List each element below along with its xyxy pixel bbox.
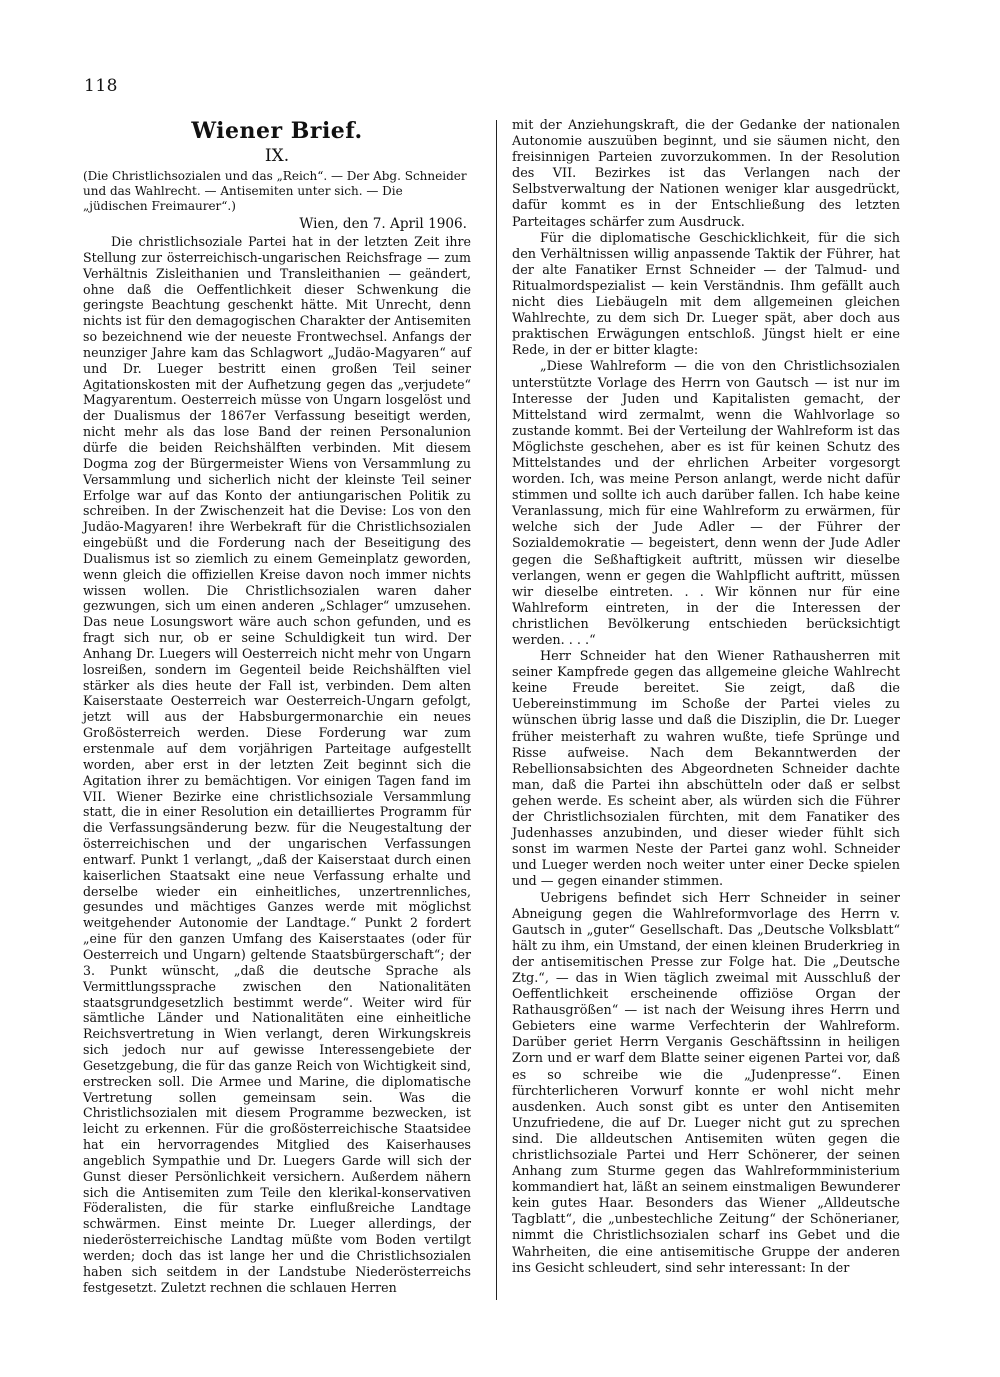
paragraph: mit der Anziehungskraft, die der Gedanke der nationalen Autonomie auszuüben beginnt, und sie säumen nicht, den freisinnigen Parteien zuvorzukommen. In der Resolution des VII. Bezirkes ist das Verlangen nach der Selbstverwaltung der Nationen weniger klar ausgedrückt, dafür kommt es in der Entschließung des letzten Parteitages schärfer zum Ausdruck. xyxy=(512,118,900,230)
left-column xyxy=(83,118,471,1296)
article-subtitle: (Die Christlichsozialen und das „Reich“. — Der Abg. Schneider und das Wahlrecht. — Antisemiten unter sich. — Die „jüdischen Freimaurer“.) xyxy=(83,169,467,213)
column-divider xyxy=(496,120,497,1300)
article-title: Wiener Brief. xyxy=(191,118,363,144)
paragraph: Uebrigens befindet sich Herr Schneider in seiner Abneigung gegen die Wahlreformvorlage des Herrn v. Gautsch in „guter“ Gesellschaft. Das „Deutsche Volksblatt“ hält zu ihm, ein Umstand, der einen kleinen Bruderkrieg in der antisemitischen Presse zur Folge hat. Die „Deutsche Ztg.“, — das in Wien täglich zweimal mit Ausschluß der Oeffentlichkeit erscheinende offiziöse Organ der Rathausgrößen“ — ist nach der Weisung ihres Herrn und Gebieters eine warme Verfechterin der Wahlreform. Darüber geriet Herrn Verganis Geschäftssinn in heiligen Zorn und er warf dem Blatte seiner eigenen Partei vor, daß es so schreibe wie die „Judenpresse“. Einen fürchterlicheren Vorwurf konnte er wohl nicht mehr ausdenken. Auch sonst gibt es unter den Antisemiten Unzufriedene, die auf Dr. Lueger nicht gut zu sprechen sind. Die alldeutschen Antisemiten wüten gegen die christlichsoziale Partei und Herr Schönerer, der seinen Anhang zum Sturme gegen das Wahlreformministerium kommandiert hat, läßt an seinem einstmaligen Bewunderer kein gutes Haar. Besonders das Wiener „Alldeutsche Tagblatt“, die „unbestechliche Zeitung“ der Schönerianer, nimmt die Christlichsozialen scharf ins Gebet und die Wahrheiten, die eine antisemitische Gruppe der anderen ins Gesicht schleudert, sind sehr interessant: In der xyxy=(512,890,900,1276)
article-numeral: IX. xyxy=(264,146,290,166)
quotation: „Diese Wahlreform — die von den Christlichsozialen unterstützte Vorlage des Herrn von Gautsch — ist nur im Interesse der Juden und Kapitalisten gemacht, der Mittelstand wird zermalmt, wenn die Wahlvorlage so zustande kommt. Bei der Verteilung der Wahlreform ist das Möglichste geschehen, aber es ist für keinen Schutz des Mittelstandes und der ehrlichen Arbeiter vorgesorgt worden. Ich, was meine Person anlangt, werde nicht dafür stimmen und sollte ich auch darüber fallen. Ich habe keine Veranlassung, mich für eine Wahlreform zu erwärmen, für welche sich der Jude Adler — der Führer der Sozialdemokratie — begeistert, denn wenn der Jude Adler gegen die Seßhaftigkeit auftritt, müssen wir dieselbe verlangen, wenn er gegen die Wahlpflicht auftritt, müssen wir dieselbe eintreten. . . Wir können nur für eine Wahlreform eintreten, in der die Interessen der christlichen Bevölkerung entschieden berücksichtigt werden. . . .“ xyxy=(512,359,900,648)
article-dateline: Wien, den 7. April 1906. xyxy=(299,216,467,232)
paragraph: Die christlichsoziale Partei hat in der letzten Zeit ihre Stellung zur österreichisch-ungarischen Reichsfrage — zum Verhältnis Zisleithanien und Transleithanien — geändert, ohne daß die Oeffentlichkeit dieser Schwenkung die geringste Beachtung geschenkt hätte. Mit Unrecht, denn nichts ist für den demagogischen Charakter der Antisemiten so bezeichnend wie der neueste Frontwechsel. Anfangs der neunziger Jahre kam das Schlagwort „Judäo-Magyaren“ auf und Dr. Lueger bestritt einen großen Teil seiner Agitationskosten mit der Aufhetzung gegen das „verjudete“ Magyarentum. Oesterreich müsse von Ungarn losgelöst und der Dualismus der 1867er Verfassung beseitigt werden, nicht mehr als das lose Band der reinen Personalunion dürfe die beiden Reichshälften verbinden. Mit diesem Dogma zog der Bürgermeister Wiens von Versammlung zu Versammlung und sicherlich nicht der kleinste Teil seiner Erfolge war auf das Konto der antiungarischen Politik zu schreiben. In der Zwischenzeit hat die Devise: Los von den Judäo-Magyaren! ihre Werbekraft für die Christlichsozialen eingebüßt und die Forderung nach der Beseitigung des Dualismus ist so ziemlich zu einem Gemeinplatz geworden, wenn gleich die offiziellen Kreise davon noch immer nichts wissen wollen. Die Christlichsozialen waren daher gezwungen, sich um einen anderen „Schlager“ umzusehen. Das neue Losungswort wäre auch schon gefunden, und es fragt sich nur, ob er seine Schuldigkeit tun wird. Der Anhang Dr. Luegers will Oesterreich nicht mehr von Ungarn losreißen, sondern im Gegenteil beide Reichshälften viel stärker als dies heute der Fall ist, verbinden. Dem alten Kaiserstaate Oesterreich war Oesterreich-Ungarn gefolgt, jetzt will aus der Habsburgermonarchie ein neues Großösterreich werden. Diese Forderung war zum erstenmale auf dem vorjährigen Parteitage aufgestellt worden, aber erst in der letzten Zeit beginnt sich die Agitation ihrer zu bemächtigen. Vor einigen Tagen fand im VII. Wiener Bezirke eine christlichsoziale Versammlung statt, die in einer Resolution ein detailliertes Programm für die Verfassungsänderung bezw. für die Neugestaltung der österreichischen und der ungarischen Verfassungen entwarf. Punkt 1 verlangt, „daß der Kaiserstaat durch einen kaiserlichen Staatsakt eine neue Verfassung erhalte und derselbe wieder ein einheitliches, unzertrennliches, gesundes und mächtiges Ganzes werde mit möglichst weitgehender Autonomie der Landtage.“ Punkt 2 fordert „eine für den ganzen Umfang des Kaiserstaates (oder für Oesterreich und Ungarn) geltende Staatsbürgerschaft“; der 3. Punkt wünscht, „daß die deutsche Sprache als Vermittlungssprache zwischen den Nationalitäten staatsgrundgesetzlich bestimmt werde“. Weiter wird für sämtliche Länder und Nationalitäten eine einheitliche Reichsvertretung in Wien verlangt, deren Wirkungskreis sich jedoch nur auf gewisse Interessengebiete der Gesetzgebung, die für das ganze Reich von Wichtigkeit sind, erstrecken soll. Die Armee und Marine, die diplomatische Vertretung sollen gemeinsam sein. Was die Christlichsozialen mit diesem Programme bezwecken, ist leicht zu erkennen. Für die großösterreichische Staatsidee hat ein hervorragendes Mitglied des Kaiserhauses angeblich Sympathie und Dr. Luegers Garde will sich der Gunst dieser Persönlichkeit versichern. Außerdem nähern sich die Antisemiten zum Teile den klerikal-konservativen Föderalisten, die für starke einflußreiche Landtage schwärmen. Einst meinte Dr. Lueger allerdings, der niederösterreichische Landtag müßte vom Boden vertilgt werden; doch das ist lange her und die Christlichsozialen haben sich seitdem in der Landstube Niederösterreichs festgesetzt. Zuletzt rechnen die schlauen Herren xyxy=(83,234,471,1295)
paragraph: Herr Schneider hat den Wiener Rathausherren mit seiner Kampfrede gegen das allgemeine gleiche Wahlrecht keine Freude bereitet. Sie zeigt, daß die Uebereinstimmung im Schoße der Partei vieles zu wünschen übrig lasse und daß die Disziplin, die Dr. Lueger früher meisterhaft zu wahren wußte, tiefe Sprünge und Risse aufweise. Nach dem Bekanntwerden der Rebellionsabsichten des Abgeordneten Schneider dachte man, daß die Partei ihn abschütteln oder daß er selbst gehen werde. Es scheint aber, als würden sich die Führer der Christlichsozialen fürchten, mit dem Fanatiker des Judenhasses anzubinden, und dieser wieder fühlt sich sonst im warmen Neste der Partei ganz wohl. Schneider und Lueger werden noch weiter unter einer Decke spielen und — gegen einander stimmen. xyxy=(512,649,900,890)
page-number: 118 xyxy=(84,76,118,96)
paragraph: Für die diplomatische Geschicklichkeit, für die sich den Verhältnissen willig anpassende Taktik der Führer, hat der alte Fanatiker Ernst Schneider — der Talmud- und Ritualmordspezialist — kein Verständnis. Ihm gefällt auch nicht dies Liebäugeln mit dem allgemeinen gleichen Wahlrechte, zu dem sich Dr. Lueger spät, aber doch aus praktischen Erwägungen entschloß. Jüngst hielt er eine Rede, in der er bitter klagte: xyxy=(512,230,900,359)
right-column xyxy=(512,118,900,1277)
